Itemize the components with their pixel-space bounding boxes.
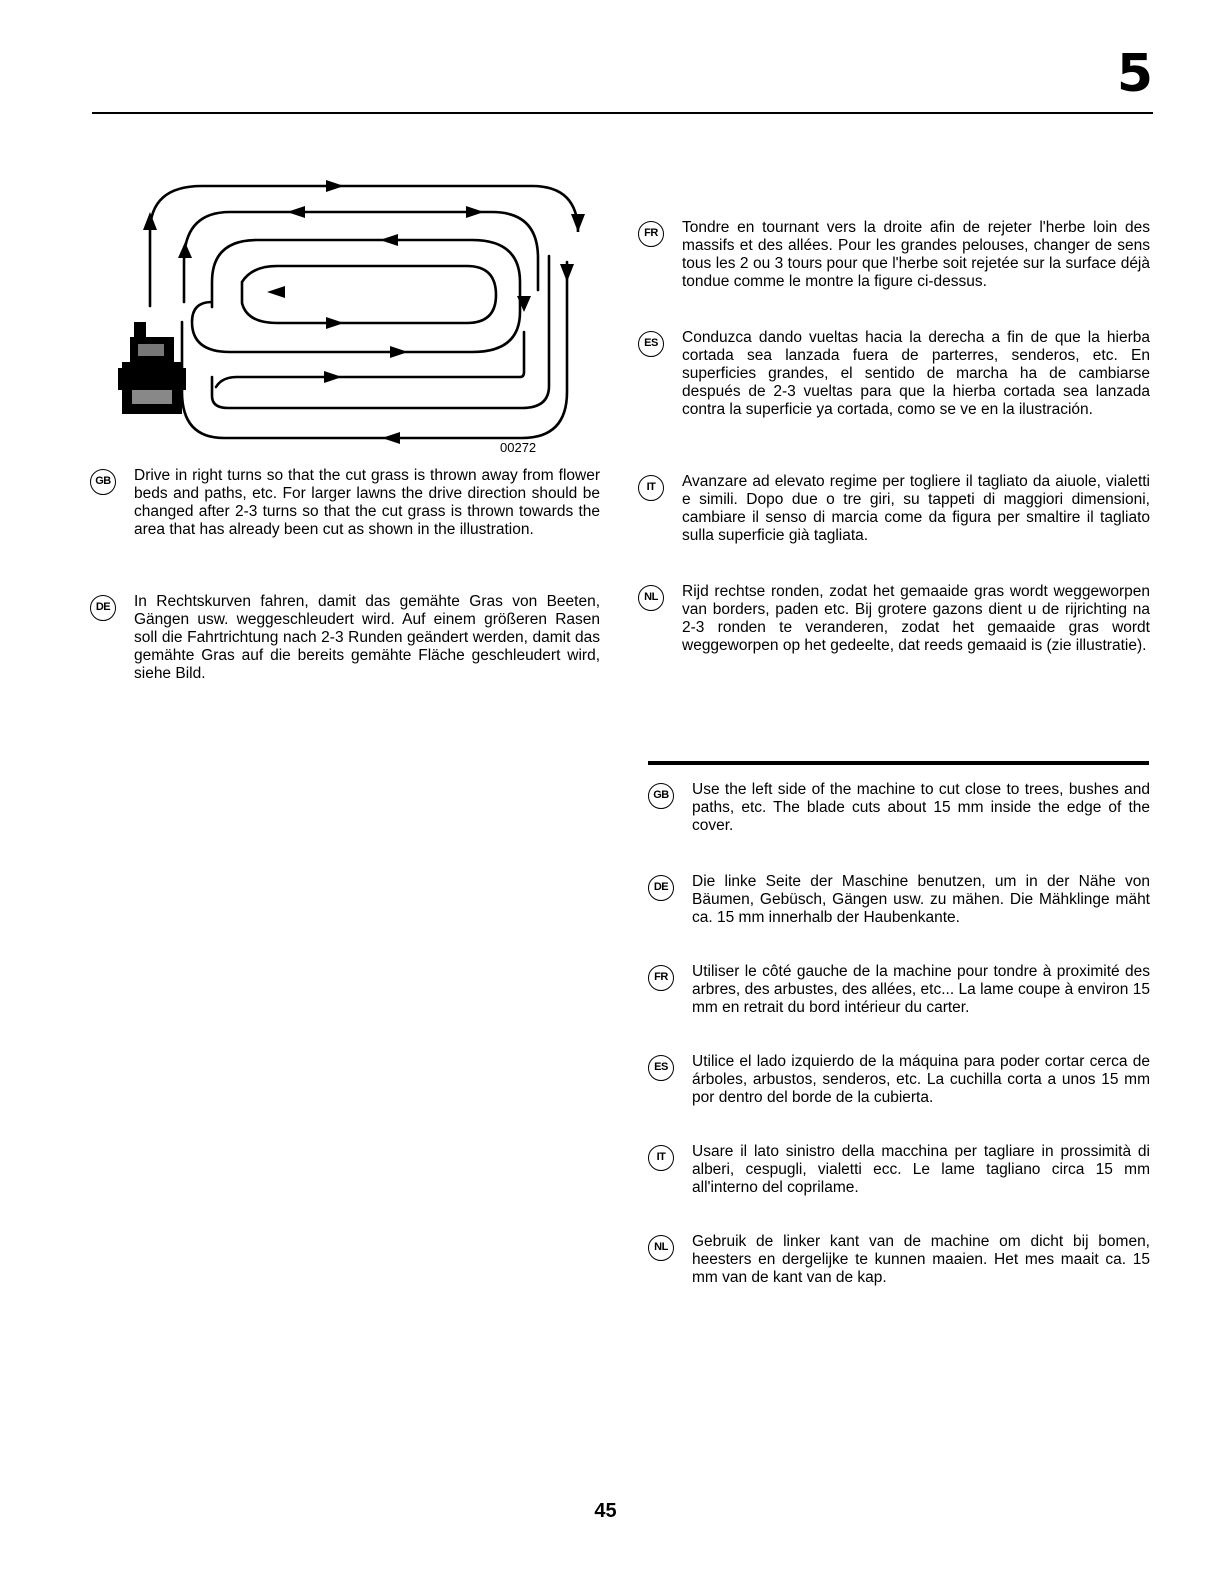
instruction-text: Drive in right turns so that the cut grass is thrown away from flower beds and paths, etc. For larger lawns the drive direction should be changed after 2-3 turns so that the cut grass is thrown towards the area that has already been cut as shown in the illustration.: [134, 467, 600, 538]
instruction-text: Gebruik de linker kant van de machine om dicht bij bomen, heesters en dergelijke te kunnen maaien. Het mes maait ca. 15 mm van de kant van de kap.: [692, 1233, 1150, 1286]
lang-badge: IT: [638, 475, 664, 501]
lang-badge: GB: [648, 783, 674, 809]
instruction-es-turns: [638, 329, 1150, 419]
instruction-text: Usare il lato sinistro della macchina per tagliare in prossimità di alberi, cespugli, vialetti ecc. Le lame tagliano circa 15 mm all'interno del coprilame.: [692, 1143, 1150, 1196]
instruction-text: Die linke Seite der Maschine benutzen, um in der Nähe von Bäumen, Gebüsch, Gängen usw. zu mähen. Die Mähklinge mäht ca. 15 mm innerhalb der Haubenkante.: [692, 873, 1150, 926]
lang-badge: FR: [638, 221, 664, 247]
lang-badge: NL: [648, 1235, 674, 1261]
instruction-nl-left-side: [648, 1233, 1150, 1287]
instruction-fr-turns: [638, 219, 1150, 291]
instruction-text: In Rechtskurven fahren, damit das gemähte Gras von Beeten, Gängen usw. weggeschleudert wird. Auf einem größeren Rasen soll die Fahrtrichtung nach 2-3 Runden geändert werden, damit das gemähte Gras auf die bereits gemähte Fläche geschleudert wird, siehe Bild.: [134, 593, 600, 682]
lang-badge: FR: [648, 965, 674, 991]
chapter-number: 5: [1116, 44, 1153, 104]
instruction-fr-left-side: [648, 963, 1150, 1017]
lang-badge: ES: [648, 1055, 674, 1081]
lang-badge: NL: [638, 585, 664, 611]
instruction-text: Rijd rechtse ronden, zodat het gemaaide gras wordt weggeworpen van borders, paden etc. Bij grotere gazons dient u de rijrichting na 2-3 ronden te veranderen, zodat het gemaaide gras wordt weggeworpen op het gedeelte, dat reeds gemaaid is (zie illustratie).: [682, 583, 1150, 654]
lang-badge: DE: [90, 595, 116, 621]
lang-badge: ES: [638, 331, 664, 357]
lang-badge: GB: [90, 469, 116, 495]
instruction-text: Conduzca dando vueltas hacia la derecha a fin de que la hierba cortada sea lanzada fuera de parterres, senderos, etc. En superficies grandes, el sentido de marcha ha de cambiarse después de 2-3 vueltas para que la hierba cortada sea lanzada contra la superficie ya cortada, como se ve en la ilustración.: [682, 329, 1150, 418]
lang-badge: DE: [648, 875, 674, 901]
instruction-it-left-side: [648, 1143, 1150, 1197]
mowing-pattern-illustration: [112, 172, 592, 462]
instruction-text: Utilice el lado izquierdo de la máquina para poder cortar cerca de árboles, arbustos, senderos, etc. La cuchilla corta a unos 15 mm por dentro del borde de la cubierta.: [692, 1053, 1150, 1106]
instruction-es-left-side: [648, 1053, 1150, 1107]
instruction-nl-turns: [638, 583, 1150, 655]
instruction-gb-left-side: [648, 781, 1150, 835]
lang-badge: IT: [648, 1145, 674, 1171]
instruction-text: Avanzare ad elevato regime per togliere il tagliato da aiuole, vialetti e simili. Dopo due o tre giri, su tappeti di maggiori dimensioni, cambiare il senso di marcia come da figura per smaltire il tagliato sulla superficie già tagliata.: [682, 473, 1150, 544]
instruction-it-turns: [638, 473, 1150, 545]
instruction-text: Tondre en tournant vers la droite afin de rejeter l'herbe loin des massifs et des allées. Pour les grandes pelouses, changer de sens tous les 2 ou 3 tours pour que l'herbe soit rejetée sur la surface déjà tondue comme le montre la figure ci-dessus.: [682, 219, 1150, 290]
instruction-de-left-side: [648, 873, 1150, 927]
header-rule: [92, 112, 1153, 114]
instruction-text: Utiliser le côté gauche de la machine pour tondre à proximité des arbres, des arbustes, des allées, etc... La lame coupe à environ 15 mm en retrait du bord intérieur du carter.: [692, 963, 1150, 1016]
instruction-gb-turns: [90, 467, 600, 539]
section-rule: [648, 761, 1149, 765]
page-number: 45: [594, 1500, 617, 1522]
instruction-de-turns: [90, 593, 600, 683]
figure-code: 00272: [500, 440, 537, 455]
instruction-text: Use the left side of the machine to cut close to trees, bushes and paths, etc. The blade cuts about 15 mm inside the edge of the cover.: [692, 781, 1150, 834]
tractor-icon: [118, 322, 186, 414]
